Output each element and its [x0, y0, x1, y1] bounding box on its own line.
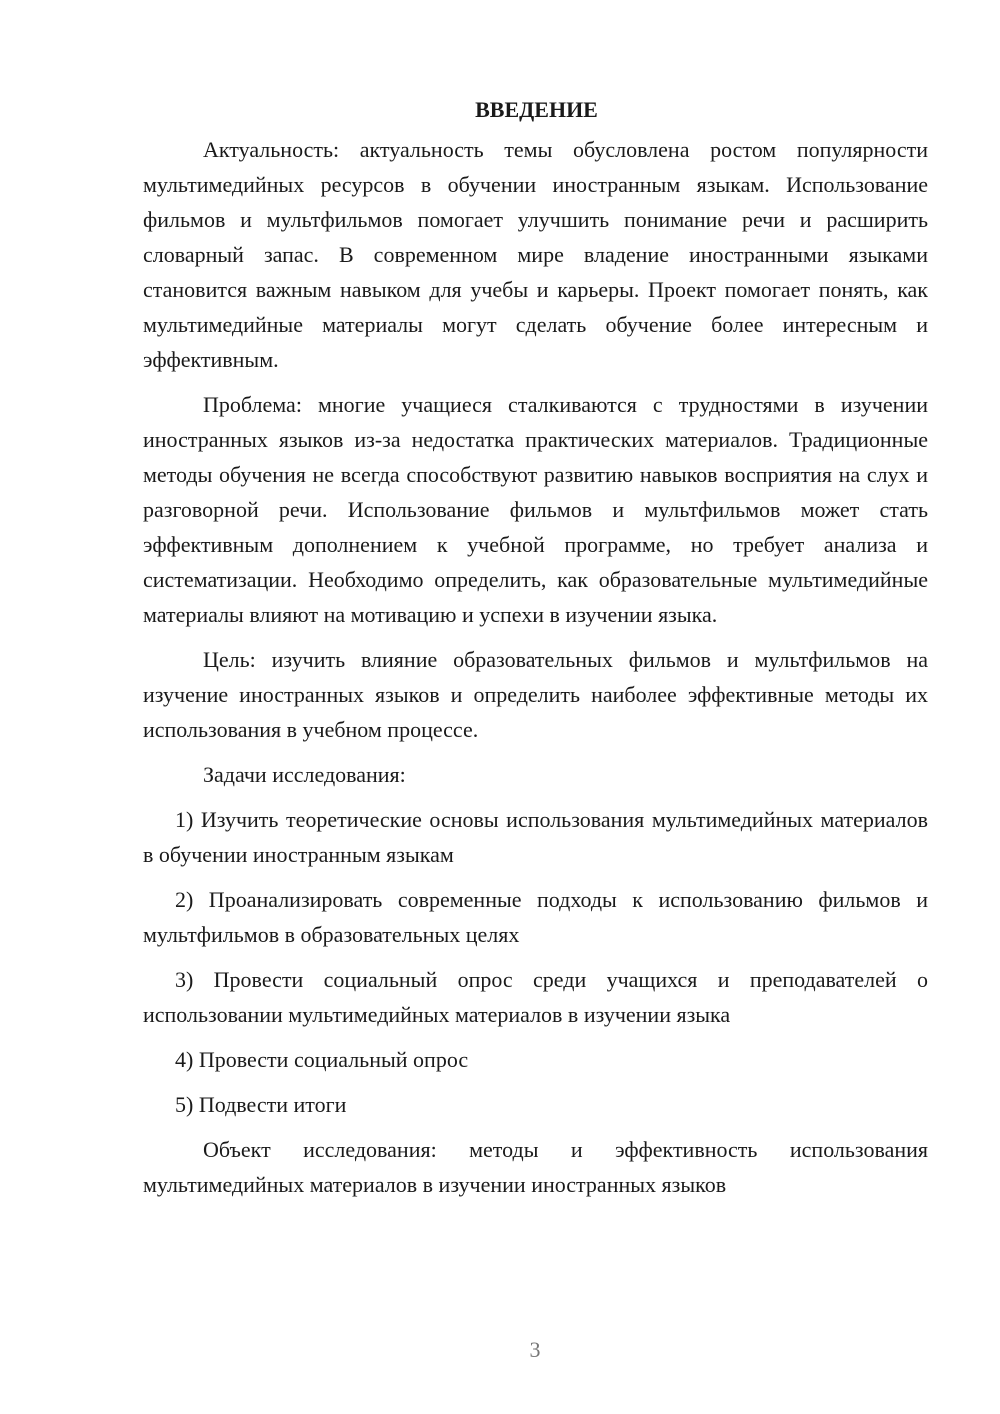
task-item-5: 5) Подвести итоги — [175, 1092, 347, 1117]
task-item-1: 1) Изучить теоретические основы использования мультимедийных материалов в обучении иностранным языкам — [143, 807, 928, 867]
section-title: ВВЕДЕНИЕ — [475, 97, 598, 122]
task-item-4: 4) Провести социальный опрос — [175, 1047, 469, 1072]
relevance-paragraph: Актуальность: актуальность темы обусловлена ростом популярности мультимедийных ресурсов в обучении иностранным языкам. Использование фильмов и мультфильмов помогает улучшить понимание речи и расширить словарный запас. В современном мире владение иностранными языками становится важным навыком для учебы и карьеры. Проект помогает понять, как мультимедийные материалы могут сделать обучение более интересным и эффективным. — [143, 137, 928, 372]
problem-paragraph: Проблема: многие учащиеся сталкиваются с трудностями в изучении иностранных языков из-за недостатка практических материалов. Традиционные методы обучения не всегда способствуют развитию навыков восприятия на слух и разговорной речи. Использование фильмов и мультфильмов может стать эффективным дополнением к учебной программе, но требует анализа и систематизации. Необходимо определить, как образовательные мультимедийные материалы влияют на мотивацию и успехи в изучении языка. — [143, 392, 928, 627]
task-item-3: 3) Провести социальный опрос среди учащихся и преподавателей о использовании мультимедийных материалов в изучении языка — [143, 967, 928, 1027]
goal-paragraph: Цель: изучить влияние образовательных фильмов и мультфильмов на изучение иностранных языков и определить наиболее эффективные методы их использования в учебном процессе. — [143, 647, 928, 742]
page-number: 3 — [529, 1337, 541, 1362]
tasks-heading: Задачи исследования: — [203, 762, 406, 787]
object-paragraph: Объект исследования: методы и эффективность использования мультимедийных материалов в изучении иностранных языков — [143, 1137, 928, 1197]
page-content — [143, 92, 928, 1212]
task-item-2: 2) Проанализировать современные подходы к использованию фильмов и мультфильмов в образовательных целях — [143, 887, 928, 947]
